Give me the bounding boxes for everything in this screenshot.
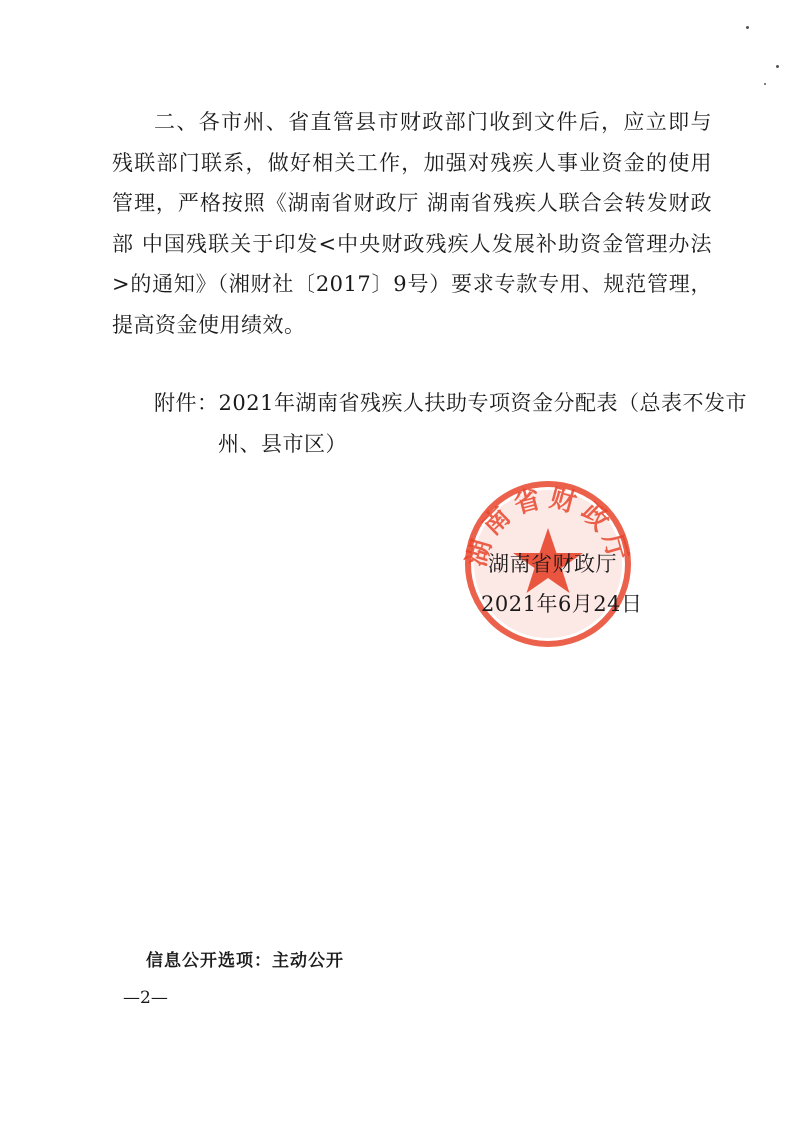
scan-speck xyxy=(764,83,766,85)
seal-text: 湖南省财政厅 xyxy=(462,483,634,570)
signing-date: 2021年6月24日 xyxy=(481,592,643,616)
body-paragraph: 二、各市州、省直管县市财政部门收到文件后，应立即与残联部门联系，做好相关工作，加强对残疾人事业资金的使用管理，严格按照《湖南省财政厅 湖南省残疾人联合会转发财政部 中国残联关于印发<中央财政残疾人发展补助资金管理办法>的通知》（湘财社〔2017〕9号）要求专款专用、规范管理，提高资金使用绩效。 xyxy=(112,110,712,337)
scan-speck xyxy=(776,65,779,68)
signing-organization: 湖南省财政厅 xyxy=(488,552,617,576)
attachment-label: 附件： xyxy=(154,391,219,415)
attachment-note xyxy=(154,383,778,464)
disclosure-option: 信息公开选项：主动公开 xyxy=(146,951,344,971)
scan-speck xyxy=(746,26,749,29)
attachment-text: 2021年湖南省残疾人扶助专项资金分配表（总表不发市州、县市区） xyxy=(218,391,747,456)
page-number: —2— xyxy=(123,988,168,1008)
